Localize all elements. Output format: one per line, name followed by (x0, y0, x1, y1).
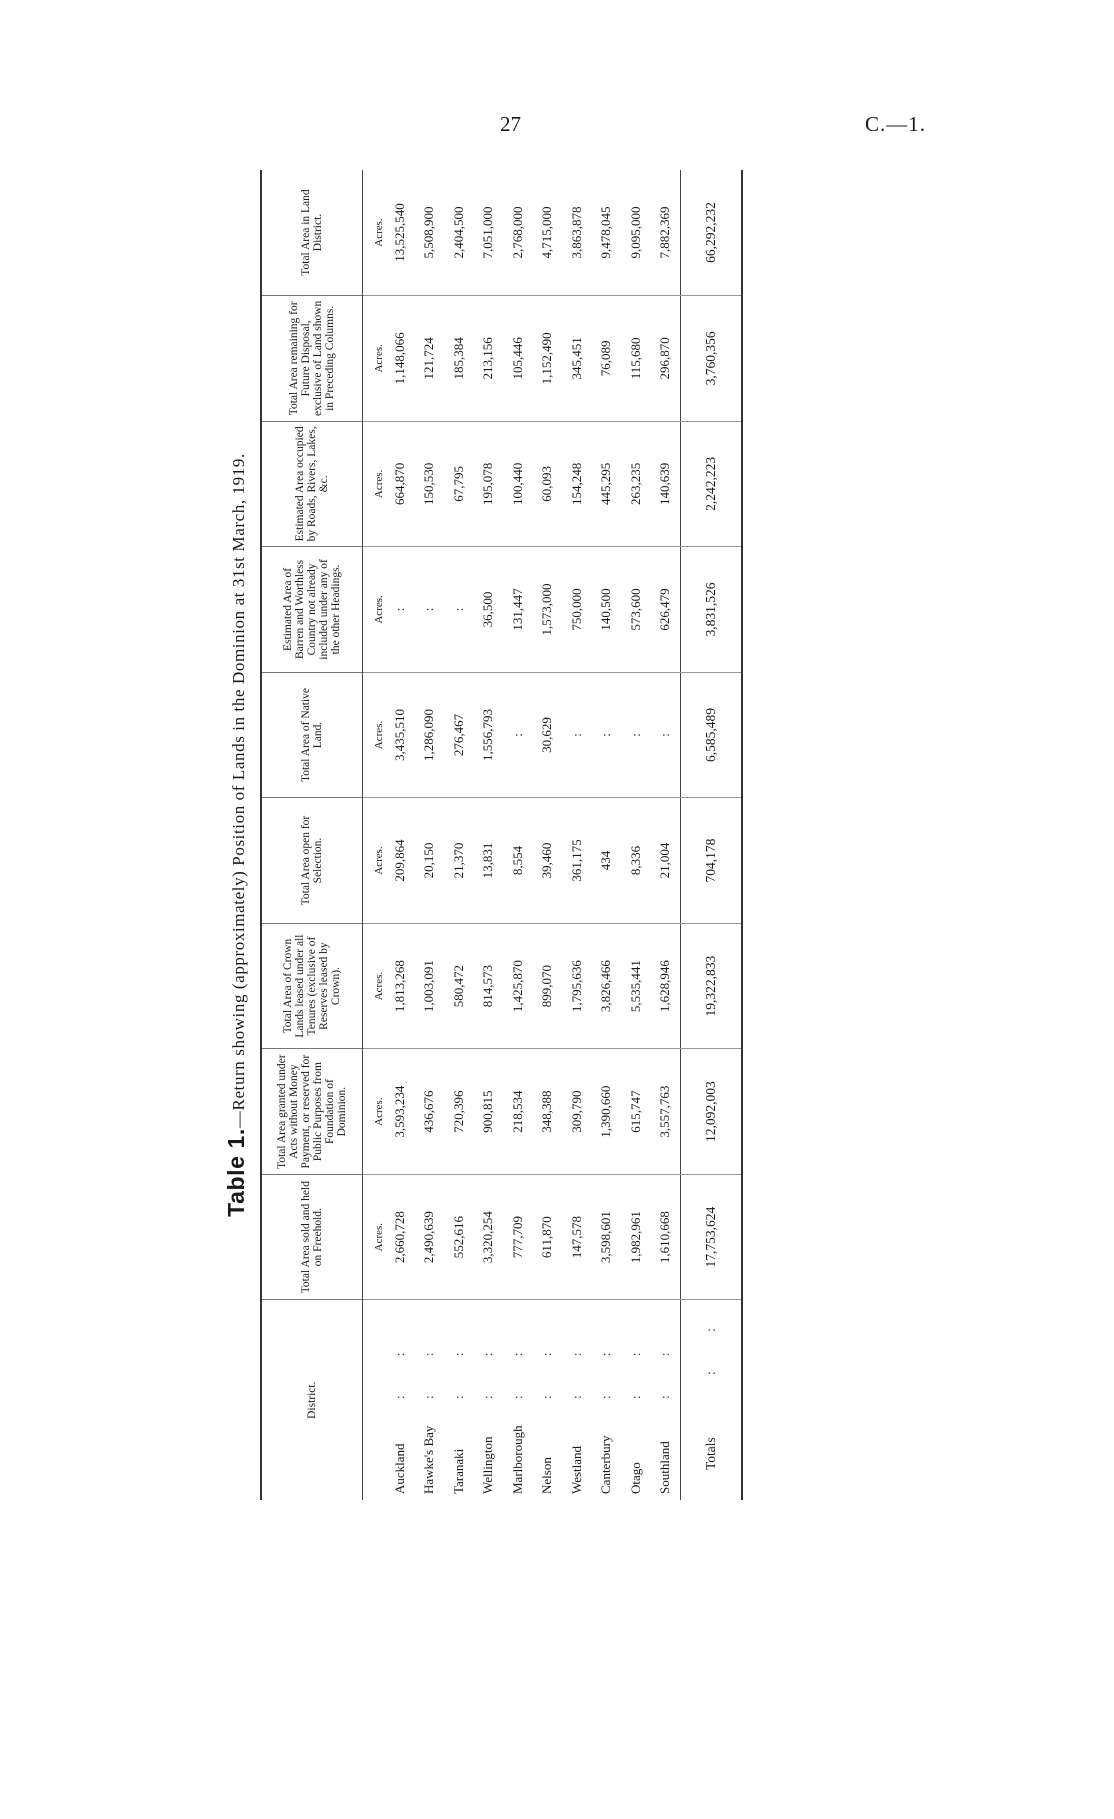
value-cell: 21,004 (651, 798, 681, 924)
total-value-cell: 704,178 (681, 798, 743, 924)
value-cell: 2,490,639 (415, 1174, 445, 1300)
total-value-cell: 6,585,489 (681, 672, 743, 798)
value-cell: 900,815 (474, 1049, 504, 1175)
table-row (415, 170, 445, 1500)
leader-dots: : : (450, 1334, 466, 1399)
leader-dots: : : (657, 1334, 673, 1399)
value-cell: 13,831 (474, 798, 504, 924)
value-cell: 9,478,045 (592, 170, 622, 296)
district-name: Auckland (391, 1443, 407, 1494)
totals-cell (681, 1300, 743, 1500)
value-cell: 296,870 (651, 296, 681, 422)
value-cell: : (385, 547, 415, 673)
value-cell: 121,724 (415, 296, 445, 422)
value-cell: 147,578 (562, 1174, 592, 1300)
value-cell: 115,680 (621, 296, 651, 422)
value-cell: 2,660,728 (385, 1174, 415, 1300)
value-cell: 611,870 (533, 1174, 563, 1300)
value-cell: 5,508,900 (415, 170, 445, 296)
district-cell (651, 1300, 681, 1500)
value-cell: 20,150 (415, 798, 445, 924)
header-row (261, 170, 363, 1500)
district-cell (415, 1300, 445, 1500)
value-cell: : (415, 547, 445, 673)
value-cell: 8,554 (503, 798, 533, 924)
value-cell: 1,425,870 (503, 923, 533, 1049)
table-row (651, 170, 681, 1500)
value-cell: : (562, 672, 592, 798)
column-header: Estimated Area occupied by Roads, Rivers, Lakes, &c. (261, 421, 363, 547)
value-cell: 140,500 (592, 547, 622, 673)
value-cell: 7,882,369 (651, 170, 681, 296)
value-cell: 1,286,090 (415, 672, 445, 798)
value-cell: 3,593,234 (385, 1049, 415, 1175)
unit-label: Acres. (363, 296, 386, 422)
value-cell: 2,768,000 (503, 170, 533, 296)
value-cell: 626,479 (651, 547, 681, 673)
value-cell: 150,530 (415, 421, 445, 547)
table-row (533, 170, 563, 1500)
value-cell: 67,795 (444, 421, 474, 547)
value-cell: 154,248 (562, 421, 592, 547)
value-cell: 100,440 (503, 421, 533, 547)
value-cell: 1,610,668 (651, 1174, 681, 1300)
unit-label: Acres. (363, 1174, 386, 1300)
lands-table (260, 170, 743, 1500)
value-cell: 185,384 (444, 296, 474, 422)
value-cell: 777,709 (503, 1174, 533, 1300)
unit-label: Acres. (363, 672, 386, 798)
value-cell: 1,573,000 (533, 547, 563, 673)
value-cell: 1,982,961 (621, 1174, 651, 1300)
value-cell: 445,295 (592, 421, 622, 547)
district-name: Nelson (539, 1457, 555, 1494)
leader-dots: : : (421, 1334, 437, 1399)
value-cell: 7,051,000 (474, 170, 504, 296)
unit-label: Acres. (363, 923, 386, 1049)
value-cell: 76,089 (592, 296, 622, 422)
value-cell: 1,390,660 (592, 1049, 622, 1175)
units-row (363, 170, 386, 1500)
table-container (218, 170, 763, 1500)
value-cell: 615,747 (621, 1049, 651, 1175)
district-cell (533, 1300, 563, 1500)
value-cell: 899,070 (533, 923, 563, 1049)
value-cell: 131,447 (503, 547, 533, 673)
value-cell: 4,715,000 (533, 170, 563, 296)
column-header: Estimated Area of Barren and Worthless Country not already included under any of the other Headings. (261, 547, 363, 673)
document-reference: C.—1. (865, 112, 927, 136)
value-cell: 30,629 (533, 672, 563, 798)
leader-dots: : : (627, 1334, 643, 1399)
district-cell (385, 1300, 415, 1500)
table-title-label: Table 1. (223, 1128, 249, 1217)
column-header: Total Area in Land District. (261, 170, 363, 296)
column-header: Total Area of Crown Lands leased under all Tenures (exclusive of Reserves leased by Crown). (261, 923, 363, 1049)
table-row (444, 170, 474, 1500)
value-cell: 3,320,254 (474, 1174, 504, 1300)
value-cell: : (651, 672, 681, 798)
totals-row (681, 170, 743, 1500)
district-cell (621, 1300, 651, 1500)
value-cell: 209,864 (385, 798, 415, 924)
value-cell: 140,639 (651, 421, 681, 547)
total-value-cell: 3,831,526 (681, 547, 743, 673)
value-cell: 361,175 (562, 798, 592, 924)
table-row (592, 170, 622, 1500)
rotated-table-region (218, 170, 763, 1500)
leader-dots: : : (391, 1334, 407, 1399)
value-cell: 3,826,466 (592, 923, 622, 1049)
value-cell: 195,078 (474, 421, 504, 547)
value-cell: 580,472 (444, 923, 474, 1049)
leader-dots: : : (703, 1310, 718, 1375)
total-value-cell: 12,092,003 (681, 1049, 743, 1175)
table-row (621, 170, 651, 1500)
unit-label: Acres. (363, 798, 386, 924)
district-name: Otago (627, 1462, 643, 1494)
value-cell: : (503, 672, 533, 798)
value-cell: 2,404,500 (444, 170, 474, 296)
value-cell: : (621, 672, 651, 798)
table-row (474, 170, 504, 1500)
value-cell: 814,573 (474, 923, 504, 1049)
value-cell: 213,156 (474, 296, 504, 422)
value-cell: 105,446 (503, 296, 533, 422)
district-cell (474, 1300, 504, 1500)
value-cell: 3,557,763 (651, 1049, 681, 1175)
value-cell: 1,813,268 (385, 923, 415, 1049)
value-cell: 36,500 (474, 547, 504, 673)
value-cell: 60,093 (533, 421, 563, 547)
total-value-cell: 19,322,833 (681, 923, 743, 1049)
value-cell: 8,336 (621, 798, 651, 924)
total-value-cell: 2,242,223 (681, 421, 743, 547)
table-body (363, 170, 743, 1500)
unit-label: Acres. (363, 547, 386, 673)
leader-dots: : : (480, 1334, 496, 1399)
leader-dots: : : (568, 1334, 584, 1399)
value-cell: 434 (592, 798, 622, 924)
district-name: Canterbury (598, 1435, 614, 1494)
value-cell: 5,535,441 (621, 923, 651, 1049)
value-cell: 1,556,793 (474, 672, 504, 798)
total-value-cell: 3,760,356 (681, 296, 743, 422)
district-name: Hawke's Bay (421, 1425, 437, 1494)
value-cell: 13,525,540 (385, 170, 415, 296)
unit-label: Acres. (363, 1049, 386, 1175)
unit-label: Acres. (363, 421, 386, 547)
district-name: Marlborough (509, 1425, 525, 1494)
unit-spacer (363, 1300, 386, 1500)
value-cell: 348,388 (533, 1049, 563, 1175)
table-row (562, 170, 592, 1500)
column-header: District. (261, 1300, 363, 1500)
value-cell: 21,370 (444, 798, 474, 924)
value-cell: 436,676 (415, 1049, 445, 1175)
value-cell: 750,000 (562, 547, 592, 673)
column-header: Total Area remaining for Future Disposal, exclusive of Land shown in Preceding Columns. (261, 296, 363, 422)
value-cell: 1,628,946 (651, 923, 681, 1049)
leader-dots: : : (539, 1334, 555, 1399)
value-cell: : (592, 672, 622, 798)
value-cell: : (444, 547, 474, 673)
district-cell (444, 1300, 474, 1500)
value-cell: 1,148,066 (385, 296, 415, 422)
column-header: Total Area sold and held on Freehold. (261, 1174, 363, 1300)
leader-dots: : : (598, 1334, 614, 1399)
total-value-cell: 66,292,232 (681, 170, 743, 296)
value-cell: 1,003,091 (415, 923, 445, 1049)
district-cell (562, 1300, 592, 1500)
value-cell: 3,863,878 (562, 170, 592, 296)
page-number: 27 (500, 112, 521, 136)
value-cell: 573,600 (621, 547, 651, 673)
table-title-text: —Return showing (approximately) Position of Lands in the Dominion at 31st March, 1919. (229, 453, 248, 1129)
district-cell (592, 1300, 622, 1500)
column-header: Total Area open for Selection. (261, 798, 363, 924)
district-name: Westland (568, 1445, 584, 1494)
value-cell: 1,795,636 (562, 923, 592, 1049)
district-name: Southland (657, 1441, 673, 1494)
unit-label: Acres. (363, 170, 386, 296)
table-row (385, 170, 415, 1500)
value-cell: 1,152,490 (533, 296, 563, 422)
value-cell: 3,598,601 (592, 1174, 622, 1300)
value-cell: 9,095,000 (621, 170, 651, 296)
value-cell: 39,460 (533, 798, 563, 924)
leader-dots: : : (509, 1334, 525, 1399)
total-value-cell: 17,753,624 (681, 1174, 743, 1300)
value-cell: 720,396 (444, 1049, 474, 1175)
value-cell: 309,790 (562, 1049, 592, 1175)
district-name: Wellington (480, 1436, 496, 1494)
value-cell: 3,435,510 (385, 672, 415, 798)
totals-label: Totals (703, 1437, 718, 1470)
column-header: Total Area granted under Acts without Money Payment, or reserved for Public Purposes from Foundation of Dominion. (261, 1049, 363, 1175)
district-name: Taranaki (450, 1448, 466, 1494)
column-header: Total Area of Native Land. (261, 672, 363, 798)
value-cell: 345,451 (562, 296, 592, 422)
value-cell: 276,467 (444, 672, 474, 798)
table-title (218, 170, 258, 1500)
value-cell: 263,235 (621, 421, 651, 547)
table-row (503, 170, 533, 1500)
district-cell (503, 1300, 533, 1500)
value-cell: 218,534 (503, 1049, 533, 1175)
value-cell: 664,870 (385, 421, 415, 547)
value-cell: 552,616 (444, 1174, 474, 1300)
